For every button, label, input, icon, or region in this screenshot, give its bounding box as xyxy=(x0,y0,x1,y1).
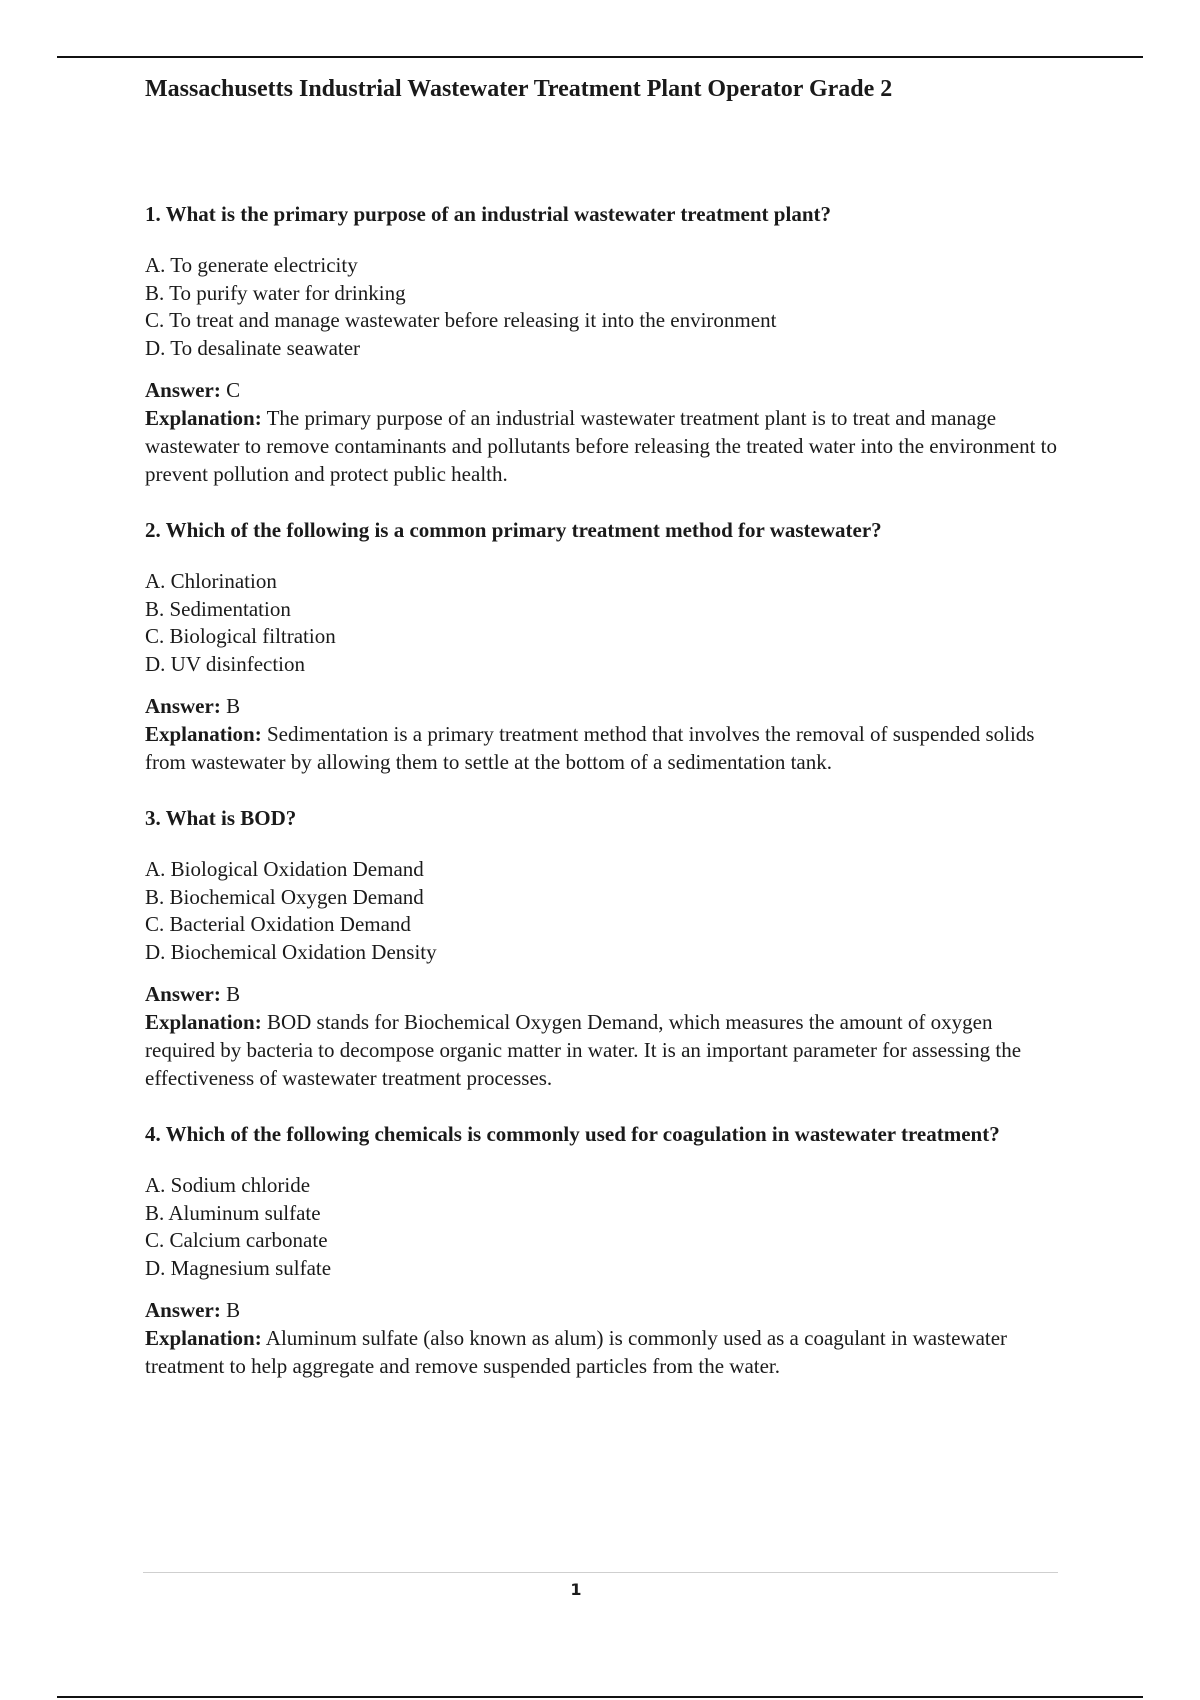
option-d: D. UV disinfection xyxy=(145,651,306,676)
option-c: C. To treat and manage wastewater before releasing it into the environment xyxy=(145,308,777,332)
answer-label: Answer: xyxy=(145,378,221,402)
answer-label: Answer: xyxy=(145,694,221,718)
answer-label: Answer: xyxy=(145,1298,221,1322)
answer-value: B xyxy=(226,694,241,718)
answer-value: C xyxy=(226,378,241,402)
question-text: 1. What is the primary purpose of an industrial wastewater treatment plant? xyxy=(145,202,831,226)
option-c: C. Calcium carbonate xyxy=(145,1228,328,1252)
option-list xyxy=(145,568,1060,678)
option-d: D. To desalinate seawater xyxy=(145,335,361,360)
answer xyxy=(145,1296,1060,1324)
option-c: C. Bacterial Oxidation Demand xyxy=(145,912,411,936)
option-a: A. Biological Oxidation Demand xyxy=(145,857,424,881)
option-b: B. Aluminum sulfate xyxy=(145,1200,321,1225)
question-2 xyxy=(145,516,1060,776)
answer xyxy=(145,376,1060,404)
explanation-label: Explanation: xyxy=(145,1010,262,1034)
explanation xyxy=(145,1324,1060,1380)
answer xyxy=(145,980,1060,1008)
explanation-label: Explanation: xyxy=(145,722,262,746)
question-text: 2. Which of the following is a common primary treatment method for wastewater? xyxy=(145,518,882,542)
question-3 xyxy=(145,804,1060,1092)
question-list xyxy=(145,200,1060,1408)
answer-label: Answer: xyxy=(145,982,221,1006)
explanation xyxy=(145,404,1060,488)
option-list xyxy=(145,856,1060,966)
option-b: B. To purify water for drinking xyxy=(145,280,406,305)
question-4 xyxy=(145,1120,1060,1380)
option-a: A. Chlorination xyxy=(145,569,277,593)
question-text: 3. What is BOD? xyxy=(145,806,297,830)
option-a: A. Sodium chloride xyxy=(145,1173,311,1197)
answer-value: B xyxy=(226,982,241,1006)
explanation xyxy=(145,720,1060,776)
answer xyxy=(145,692,1060,720)
option-a: A. To generate electricity xyxy=(145,253,358,277)
option-b: B. Biochemical Oxygen Demand xyxy=(145,884,424,909)
document-title: Massachusetts Industrial Wastewater Treatment Plant Operator Grade 2 xyxy=(145,76,893,102)
page-number: 1 xyxy=(570,1580,582,1599)
explanation-label: Explanation: xyxy=(145,1326,262,1350)
option-list xyxy=(145,252,1060,362)
question-1 xyxy=(145,200,1060,488)
explanation xyxy=(145,1008,1060,1092)
explanation-text: The primary purpose of an industrial wastewater treatment plant is to treat and manage wastewater to remove contaminants and pollutants before releasing the treated water into the environment to prevent pollution and protect public health. xyxy=(145,406,1058,486)
header-rule xyxy=(57,56,1143,58)
explanation-text: BOD stands for Biochemical Oxygen Demand, which measures the amount of oxygen required by bacteria to decompose organic matter in water. It is an important parameter for assessing the effectiveness of wastewater treatment processes. xyxy=(145,1010,1022,1090)
explanation-text: Aluminum sulfate (also known as alum) is commonly used as a coagulant in wastewater treatment to help aggregate and remove suspended particles from the water. xyxy=(145,1326,1008,1378)
option-d: D. Biochemical Oxidation Density xyxy=(145,939,437,964)
explanation-text: Sedimentation is a primary treatment method that involves the removal of suspended solids from wastewater by allowing them to settle at the bottom of a sedimentation tank. xyxy=(145,722,1035,774)
option-b: B. Sedimentation xyxy=(145,596,291,621)
option-d: D. Magnesium sulfate xyxy=(145,1255,332,1280)
footer-rule xyxy=(143,1572,1058,1573)
question-text: 4. Which of the following chemicals is commonly used for coagulation in wastewater treatment? xyxy=(145,1122,1000,1146)
option-list xyxy=(145,1172,1060,1282)
answer-value: B xyxy=(226,1298,241,1322)
explanation-label: Explanation: xyxy=(145,406,262,430)
option-c: C. Biological filtration xyxy=(145,624,336,648)
footer-bottom-rule xyxy=(57,1696,1143,1698)
